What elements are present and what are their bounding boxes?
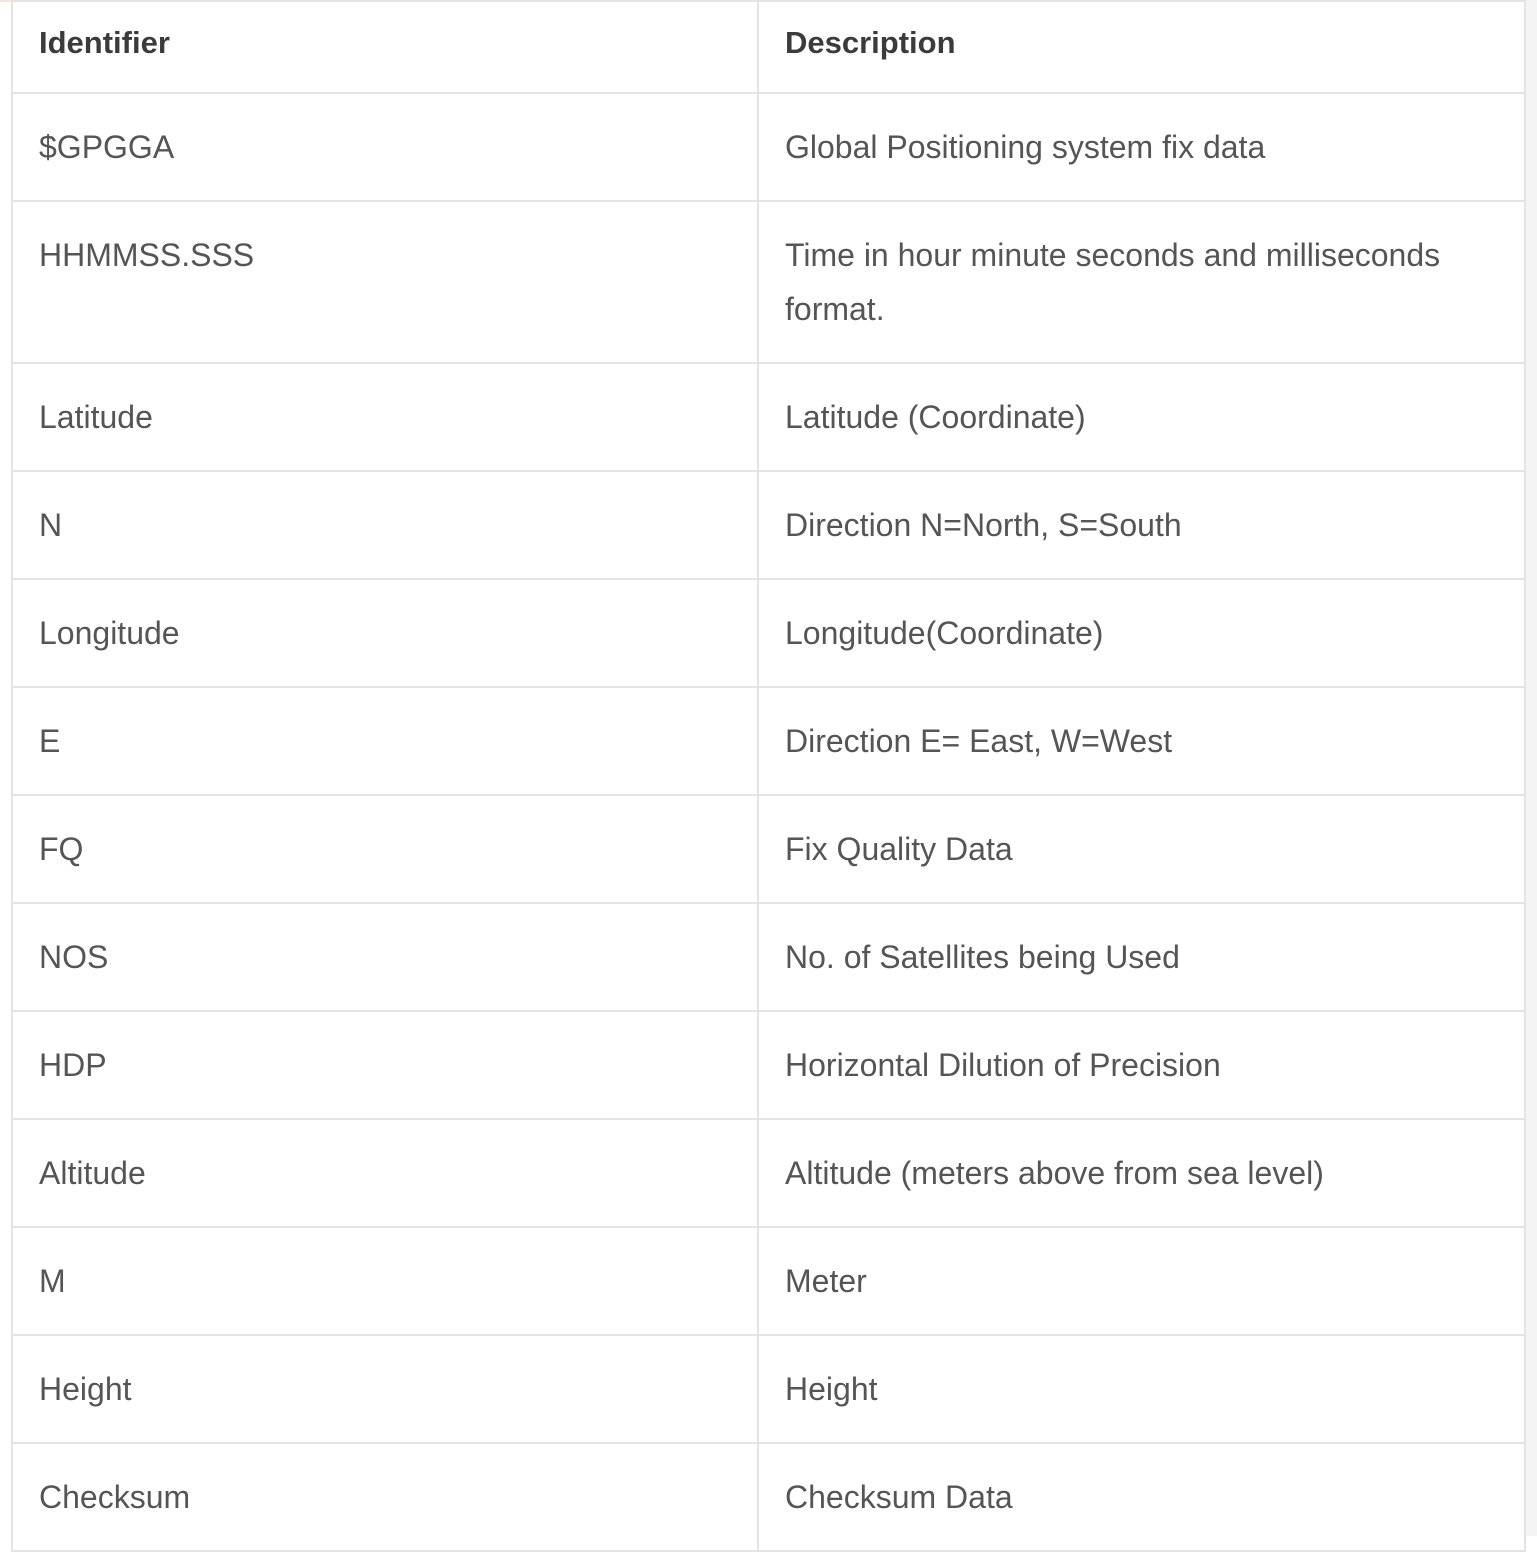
description-cell: Meter xyxy=(758,1227,1525,1335)
description-cell: No. of Satellites being Used xyxy=(758,903,1525,1011)
header-description: Description xyxy=(758,1,1525,93)
description-cell: Fix Quality Data xyxy=(758,795,1525,903)
identifier-cell: $GPGGA xyxy=(12,93,758,201)
identifier-cell: NOS xyxy=(12,903,758,1011)
table-row xyxy=(12,795,1525,903)
identifier-cell: Checksum xyxy=(12,1443,758,1551)
identifier-cell: N xyxy=(12,471,758,579)
table-row xyxy=(12,1011,1525,1119)
table-row xyxy=(12,687,1525,795)
table-row xyxy=(12,471,1525,579)
table-row xyxy=(12,93,1525,201)
table-row xyxy=(12,903,1525,1011)
description-cell: Global Positioning system fix data xyxy=(758,93,1525,201)
table-row xyxy=(12,1119,1525,1227)
description-cell: Height xyxy=(758,1335,1525,1443)
description-cell: Direction E= East, W=West xyxy=(758,687,1525,795)
description-cell: Altitude (meters above from sea level) xyxy=(758,1119,1525,1227)
description-cell: Latitude (Coordinate) xyxy=(758,363,1525,471)
table-row xyxy=(12,579,1525,687)
identifier-cell: HDP xyxy=(12,1011,758,1119)
header-identifier: Identifier xyxy=(12,1,758,93)
table-row xyxy=(12,363,1525,471)
description-cell: Checksum Data xyxy=(758,1443,1525,1551)
identifier-cell: Height xyxy=(12,1335,758,1443)
table-row xyxy=(12,1335,1525,1443)
identifier-cell: FQ xyxy=(12,795,758,903)
table-row xyxy=(12,1227,1525,1335)
identifier-cell: HHMMSS.SSS xyxy=(12,201,758,363)
gpgga-table-container xyxy=(11,0,1524,1552)
table-row xyxy=(12,1443,1525,1551)
table-row xyxy=(12,201,1525,363)
identifier-cell: Longitude xyxy=(12,579,758,687)
gpgga-identifier-table xyxy=(11,0,1526,1552)
description-cell: Time in hour minute seconds and milliseconds format. xyxy=(758,201,1525,363)
identifier-cell: M xyxy=(12,1227,758,1335)
table-header-row xyxy=(12,1,1525,93)
description-cell: Horizontal Dilution of Precision xyxy=(758,1011,1525,1119)
identifier-cell: E xyxy=(12,687,758,795)
description-cell: Direction N=North, S=South xyxy=(758,471,1525,579)
description-cell: Longitude(Coordinate) xyxy=(758,579,1525,687)
identifier-cell: Altitude xyxy=(12,1119,758,1227)
identifier-cell: Latitude xyxy=(12,363,758,471)
